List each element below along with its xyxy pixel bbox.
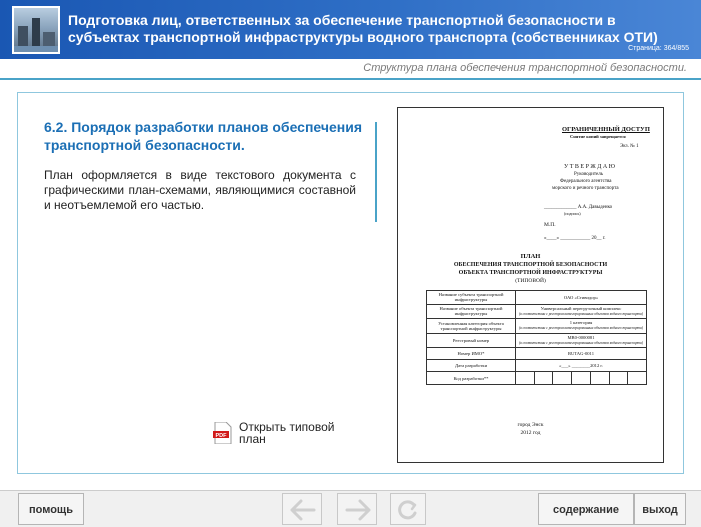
doc-city: город Энск (517, 422, 544, 428)
row-label: Установленная категория объекта транспортной инфраструктуры (427, 319, 516, 334)
row-label: Название субъекта транспортной инфраструктуры (427, 291, 516, 305)
doc-signature-note: (подпись) (564, 211, 581, 216)
course-logo (12, 6, 60, 54)
open-template-plan-link[interactable] (213, 421, 343, 447)
table-row (427, 291, 647, 305)
arrow-right-icon (345, 499, 371, 521)
table-row (427, 333, 647, 348)
code-cells (516, 372, 647, 385)
doc-restricted: ОГРАНИЧЕННЫЙ ДОСТУП (562, 126, 650, 133)
bottom-navigation-bar (0, 490, 701, 527)
doc-info-table (426, 290, 647, 385)
replay-icon (397, 499, 419, 521)
doc-copy-no: Экз. № 1 (620, 144, 639, 149)
doc-mp: М.П. (544, 222, 556, 228)
exit-button[interactable]: выход (634, 493, 686, 525)
pdf-icon (213, 422, 233, 444)
topic-subtitle: Структура плана обеспечения транспортной безопасности. (363, 62, 687, 74)
doc-date-line: «____» ____________ 20__ г. (544, 236, 606, 241)
accent-line (375, 122, 377, 222)
pdf-link-label[interactable] (239, 421, 334, 445)
table-row (427, 348, 647, 360)
doc-plan4: (ТИПОВОЙ) (515, 278, 546, 284)
table-row (427, 319, 647, 334)
row-value: МВ0-0000081 (567, 334, 595, 340)
row-label: Дата разработки (427, 360, 516, 372)
table-row (427, 360, 647, 372)
row-value: ОАО «Стивидор» (563, 294, 599, 300)
row-label: Название объекта транспортной инфраструктуры (427, 304, 516, 319)
doc-copy-forbidden: Снятие копий запрещается (570, 134, 626, 139)
pdf-icon-text: PDF (215, 432, 227, 439)
row-note: (в соответствии с реестром категорированных объектов водного транспорта) (518, 311, 644, 316)
doc-plan: ПЛАН (520, 253, 541, 260)
header-divider (0, 78, 701, 80)
doc-approve: У Т В Е Р Ж Д А Ю (564, 164, 615, 170)
course-title: Подготовка лиц, ответственных за обеспечение транспортной безопасности в субъектах транспортной инфраструктуры водного транспорта (собственниках ОТИ) (68, 12, 658, 45)
table-row (427, 304, 647, 319)
doc-head1: Руководитель (574, 172, 604, 177)
doc-head2: Федерального агентства (560, 179, 612, 184)
forward-button[interactable] (337, 493, 377, 525)
row-value: RUTAG-0011 (567, 351, 594, 357)
header-bar (0, 0, 701, 59)
pdf-link-line1[interactable]: Открыть типовой (239, 420, 335, 434)
section-title: 6.2. Порядок разработки планов обеспечения транспортной безопасности. (44, 119, 363, 153)
row-label: Код разработки** (427, 372, 516, 385)
doc-year: 2012 год (520, 430, 541, 436)
row-value: «___» ________2012 г. (559, 363, 603, 369)
arrow-left-icon (290, 499, 316, 521)
row-label: Номер ИМО* (427, 348, 516, 360)
doc-head3: морского и речного транспорта (552, 186, 619, 191)
contents-button[interactable]: содержание (538, 493, 634, 525)
table-row (427, 372, 647, 385)
section-body: План оформляется в виде текстового документа с графическими план-схемами, являющимися составной и неотъемлемой его частью. (44, 168, 356, 212)
row-note: (в соответствии с реестром категорированных объектов водного транспорта) (518, 326, 644, 331)
pdf-link-line2[interactable]: план (239, 432, 266, 446)
replay-button[interactable] (390, 493, 426, 525)
back-button[interactable] (282, 493, 322, 525)
row-note: (в соответствии с реестром категорированных объектов водного транспорта) (518, 341, 644, 346)
row-label: Реестровый номер (427, 333, 516, 348)
plan-document-preview (397, 107, 664, 463)
row-value: Универсальный перегрузочный комплекс (540, 305, 622, 311)
row-value: 1 категория (569, 320, 593, 326)
doc-signature: _____________ А.А. Давыденко (544, 205, 613, 210)
doc-plan2: ОБЕСПЕЧЕНИЯ ТРАНСПОРТНОЙ БЕЗОПАСНОСТИ (453, 262, 608, 268)
help-button[interactable]: помощь (18, 493, 84, 525)
doc-plan3: ОБЪЕКТА ТРАНСПОРТНОЙ ИНФРАСТРУКТУРЫ (458, 270, 603, 276)
page-counter: Страница: 364/855 (628, 45, 689, 52)
